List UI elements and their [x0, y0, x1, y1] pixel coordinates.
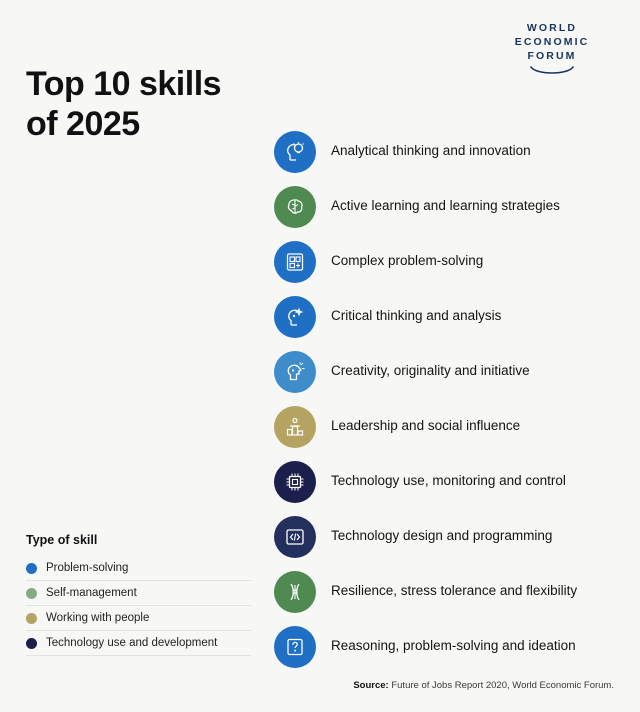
list-item-label: Technology use, monitoring and control [331, 473, 566, 489]
list-item-label: Leadership and social influence [331, 418, 521, 434]
logo-line-economic: ECONOMIC [514, 35, 590, 48]
list-item-label: Complex problem-solving [331, 253, 484, 269]
legend-item-label: Working with people [46, 612, 150, 624]
head-lightbulb-icon [274, 131, 316, 173]
puzzle-grid-icon [274, 241, 316, 283]
list-item-label: Active learning and learning strategies [331, 198, 560, 214]
legend-item-problem-solving [26, 556, 251, 581]
list-item [274, 619, 626, 674]
list-item [274, 509, 626, 564]
legend-color-dot-icon [26, 563, 37, 574]
page-title-line-1: Top 10 skills [26, 65, 222, 103]
microchip-icon [274, 461, 316, 503]
source-label: Source: [353, 680, 389, 691]
list-item [274, 234, 626, 289]
list-item [274, 124, 626, 179]
legend-item-working-with-people [26, 606, 251, 631]
list-item [274, 454, 626, 509]
head-idea-icon [274, 351, 316, 393]
list-item [274, 399, 626, 454]
logo-line-forum: FORUM [527, 49, 577, 62]
logo-line-world: WORLD [526, 22, 578, 34]
podium-people-icon [274, 406, 316, 448]
code-brackets-icon [274, 516, 316, 558]
question-mark-icon [274, 626, 316, 668]
list-item-label: Creativity, originality and initiative [331, 363, 530, 379]
legend [26, 533, 251, 656]
wef-logo [492, 22, 612, 76]
page-title-line-2: of 2025 [26, 105, 140, 144]
head-sparkle-icon [274, 296, 316, 338]
list-item [274, 564, 626, 619]
legend-item-technology-use-and-development [26, 631, 251, 656]
list-item-label: Critical thinking and analysis [331, 308, 502, 324]
legend-title: Type of skill [26, 533, 98, 547]
list-item-label: Analytical thinking and innovation [331, 143, 531, 159]
list-item [274, 344, 626, 399]
legend-color-dot-icon [26, 638, 37, 649]
list-item [274, 289, 626, 344]
legend-item-self-management [26, 581, 251, 606]
resilience-flow-icon [274, 571, 316, 613]
list-item-label: Reasoning, problem-solving and ideation [331, 638, 576, 654]
source-note [353, 680, 614, 691]
skills-list [274, 124, 626, 674]
legend-item-label: Self-management [46, 587, 137, 599]
legend-item-label: Technology use and development [46, 637, 218, 649]
wef-swoosh-icon [492, 66, 612, 76]
list-item [274, 179, 626, 234]
source-text: Future of Jobs Report 2020, World Economic Forum. [388, 680, 614, 691]
legend-color-dot-icon [26, 588, 37, 599]
brain-gear-icon [274, 186, 316, 228]
legend-item-label: Problem-solving [46, 562, 129, 574]
list-item-label: Technology design and programming [331, 528, 553, 544]
page-title [26, 64, 276, 144]
legend-color-dot-icon [26, 613, 37, 624]
list-item-label: Resilience, stress tolerance and flexibility [331, 583, 578, 599]
